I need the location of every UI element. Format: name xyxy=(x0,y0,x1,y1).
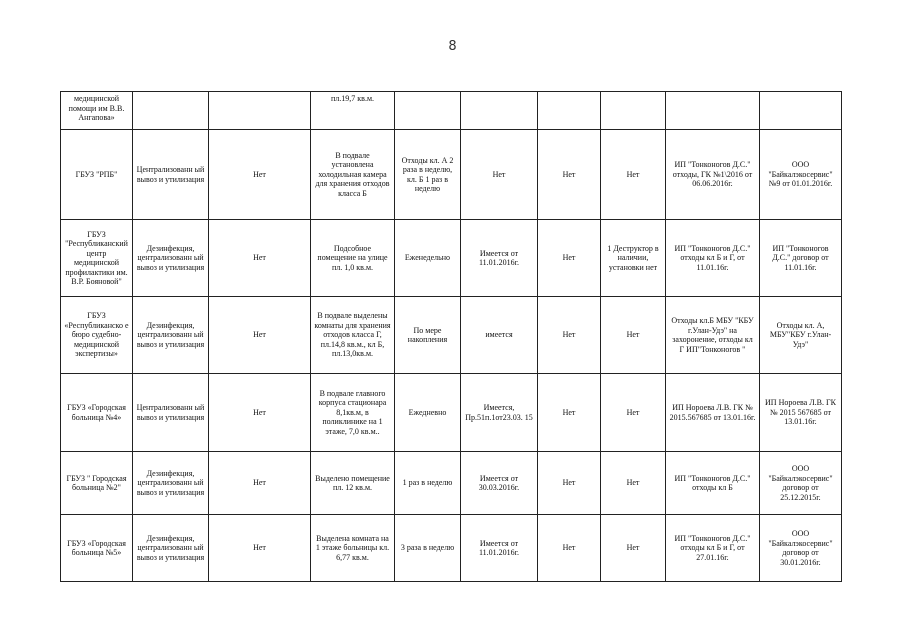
cell-contract-a: ООО "Байкалэкосервис" договор от 30.01.2016г. xyxy=(760,515,842,582)
cell-col6: Имеется от 11.01.2016г. xyxy=(461,220,538,297)
cell-col6: имеется xyxy=(461,297,538,374)
cell-storage-room: Выделена комната на 1 этаже больницы кл. 6,77 кв.м. xyxy=(311,515,395,582)
cell-col8: Нет xyxy=(601,297,666,374)
cell-col6: Имеется, Пр.51п.1от23.03. 15 xyxy=(461,374,538,452)
cell-contract-b: ИП "Тонконогов Д.С." отходы кл Б xyxy=(666,452,760,515)
cell-col3: Нет xyxy=(209,130,311,220)
cell-storage-room: В подвале главного корпуса стационара 8,1кв.м, в поликлинике на 1 этаже, 7,0 кв.м.. xyxy=(311,374,395,452)
cell-disposal-method: Дезинфекция, централизованн ый вывоз и утилизация xyxy=(133,220,209,297)
cell-institution: ГБУЗ " Городская больница №2" xyxy=(61,452,133,515)
cell-contract-a xyxy=(760,92,842,130)
cell-disposal-method: Дезинфекция, централизованн ый вывоз и утилизация xyxy=(133,452,209,515)
cell-storage-room: В подвале выделены комнаты для хранения отходов класса Г, пл.14,8 кв.м., кл Б, пл.13,0кв.м. xyxy=(311,297,395,374)
cell-col7: Нет xyxy=(538,130,601,220)
page-number: 8 xyxy=(448,39,457,54)
cell-contract-b: ИП Нороева Л.В. ГК № 2015.567685 от 13.01.16г. xyxy=(666,374,760,452)
cell-storage-room: пл.19,7 кв.м. xyxy=(311,92,395,130)
cell-col7: Нет xyxy=(538,452,601,515)
cell-col8: Нет xyxy=(601,515,666,582)
cell-frequency: Отходы кл. А 2 раза в неделю, кл. Б 1 раз в неделю xyxy=(395,130,461,220)
cell-col6: Нет xyxy=(461,130,538,220)
table-row xyxy=(61,220,842,297)
cell-col3: Нет xyxy=(209,220,311,297)
cell-col3: Нет xyxy=(209,452,311,515)
cell-frequency: 1 раз в неделю xyxy=(395,452,461,515)
cell-institution: ГБУЗ «Городская больница №5» xyxy=(61,515,133,582)
cell-col7: Нет xyxy=(538,374,601,452)
cell-col8: 1 Деструктор в наличии, установки нет xyxy=(601,220,666,297)
cell-institution: ГБУЗ «Республиканско е бюро судебно-медицинской экспертизы» xyxy=(61,297,133,374)
cell-contract-a: ИП "Тонконогов Д.С." договор от 11.01.16г. xyxy=(760,220,842,297)
cell-frequency: Еженедельно xyxy=(395,220,461,297)
cell-contract-b: ИП "Тонконогов Д.С." отходы, ГК №1\2016 от 06.06.2016г. xyxy=(666,130,760,220)
cell-institution: ГБУЗ "РПБ" xyxy=(61,130,133,220)
cell-contract-a: ИП Нороева Л.В. ГК № 2015 567685 от 13.01.16г. xyxy=(760,374,842,452)
cell-disposal-method xyxy=(133,92,209,130)
cell-disposal-method: Централизованн ый вывоз и утилизация xyxy=(133,374,209,452)
cell-frequency: Ежедневно xyxy=(395,374,461,452)
cell-disposal-method: Дезинфекция, централизованн ый вывоз и утилизация xyxy=(133,297,209,374)
cell-col3 xyxy=(209,92,311,130)
cell-col8 xyxy=(601,92,666,130)
cell-contract-a: ООО "Байкалэкосервис" №9 от 01.01.2016г. xyxy=(760,130,842,220)
table-row xyxy=(61,92,842,130)
cell-disposal-method: Дезинфекция, централизованн ый вывоз и утилизация xyxy=(133,515,209,582)
cell-col8: Нет xyxy=(601,452,666,515)
cell-contract-b: ИП "Тонконогов Д.С." отходы кл Б и Г, от 11.01.16г. xyxy=(666,220,760,297)
cell-col6: Имеется от 30.03.2016г. xyxy=(461,452,538,515)
cell-col7: Нет xyxy=(538,220,601,297)
table-row xyxy=(61,452,842,515)
cell-col3: Нет xyxy=(209,515,311,582)
cell-storage-room: В подвале установлена холодильная камера для хранения отходов класса Б xyxy=(311,130,395,220)
cell-frequency xyxy=(395,92,461,130)
table-row xyxy=(61,515,842,582)
cell-institution: медицинской помощи им В.В. Ангапова» xyxy=(61,92,133,130)
cell-disposal-method: Централизованн ый вывоз и утилизация xyxy=(133,130,209,220)
table-row xyxy=(61,130,842,220)
table-row xyxy=(61,297,842,374)
cell-col7: Нет xyxy=(538,515,601,582)
cell-storage-room: Выделено помещение пл. 12 кв.м. xyxy=(311,452,395,515)
cell-col3: Нет xyxy=(209,374,311,452)
cell-institution: ГБУЗ «Городская больница №4» xyxy=(61,374,133,452)
cell-col3: Нет xyxy=(209,297,311,374)
waste-management-table xyxy=(60,91,842,582)
cell-storage-room: Подсобное помещение на улице пл. 1,0 кв.м. xyxy=(311,220,395,297)
cell-frequency: По мере накопления xyxy=(395,297,461,374)
cell-contract-a: ООО "Байкалэкосервис" договор от 25.12.2015г. xyxy=(760,452,842,515)
cell-col7: Нет xyxy=(538,297,601,374)
cell-contract-a: Отходы кл. А, МБУ"КБУ г.Улан-Удэ" xyxy=(760,297,842,374)
cell-contract-b: ИП "Тонконогов Д.С." отходы кл Б и Г, от 27.01.16г. xyxy=(666,515,760,582)
cell-col6: Имеется от 11.01.2016г. xyxy=(461,515,538,582)
table-row xyxy=(61,374,842,452)
cell-contract-b xyxy=(666,92,760,130)
cell-institution: ГБУЗ "Республиканский центр медицинской профилактики им. В.Р. Бояновой" xyxy=(61,220,133,297)
cell-contract-b: Отходы кл.Б МБУ "КБУ г.Улан-Удэ" на захоронение, отходы кл Г ИП"Тонконогов " xyxy=(666,297,760,374)
cell-col8: Нет xyxy=(601,374,666,452)
cell-col7 xyxy=(538,92,601,130)
cell-col6 xyxy=(461,92,538,130)
cell-col8: Нет xyxy=(601,130,666,220)
cell-frequency: 3 раза в неделю xyxy=(395,515,461,582)
